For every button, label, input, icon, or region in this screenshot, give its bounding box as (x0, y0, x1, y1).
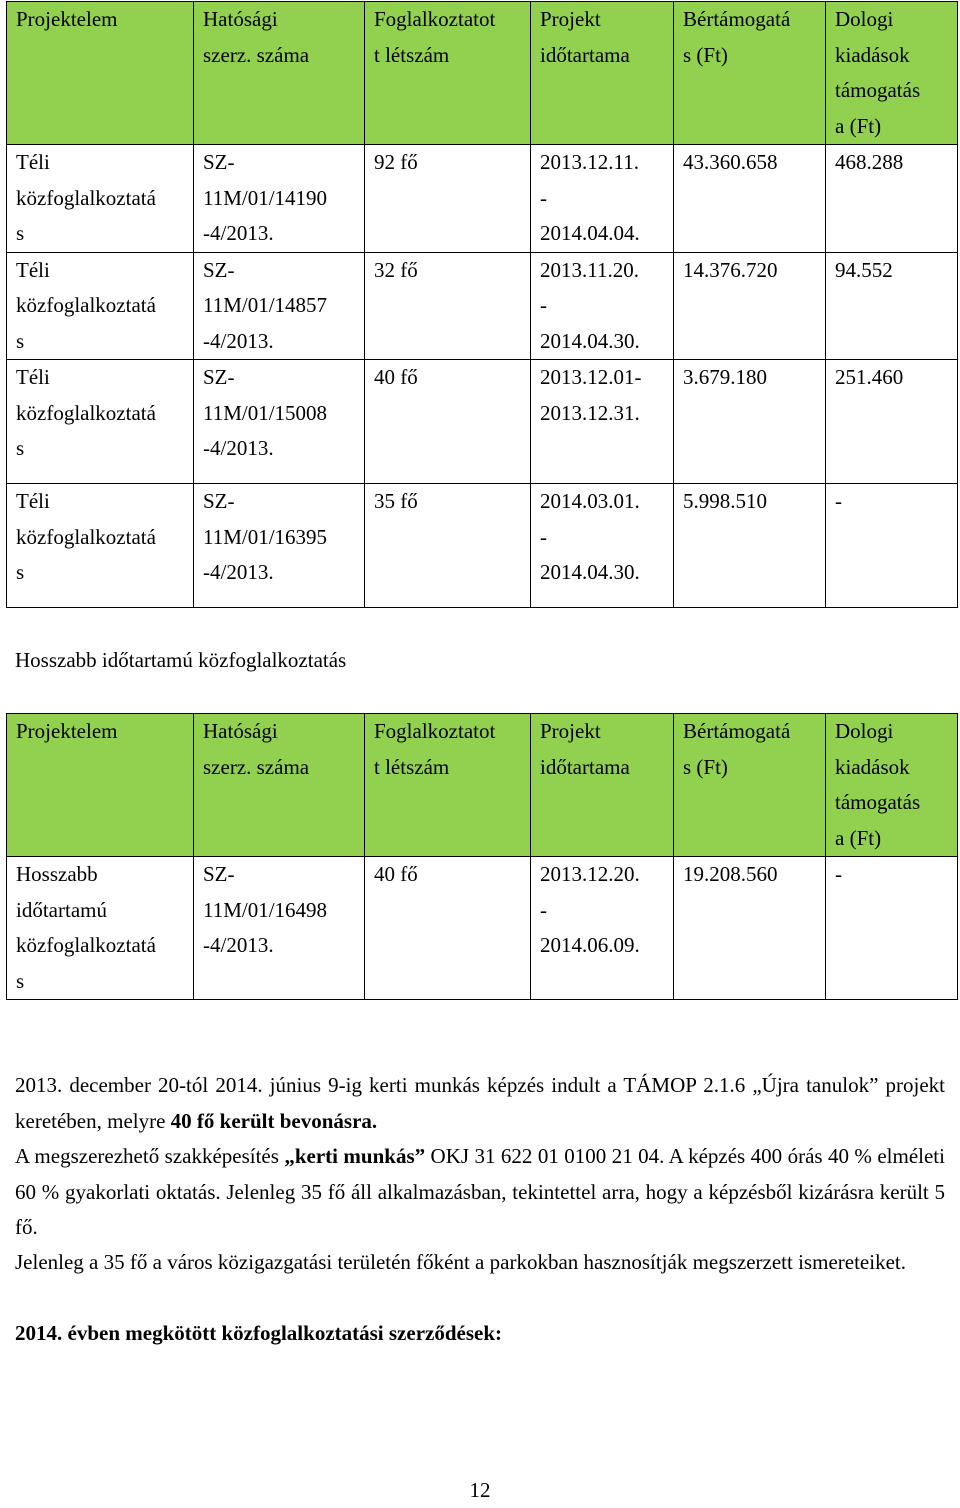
cell-line: 19.208.560 (683, 862, 778, 886)
cell-line: Dologi (835, 719, 894, 743)
cell-material-support (826, 252, 958, 360)
header-headcount (365, 2, 531, 145)
cell-line: 5.998.510 (683, 489, 767, 513)
cell-line: 2013.12.11. (540, 150, 639, 174)
cell-line: 40 fő (374, 862, 418, 886)
cell-permit-number (194, 484, 365, 608)
cell-line: 251.460 (835, 365, 904, 389)
cell-line: s (16, 968, 25, 993)
cell-line: Bértámogatá (683, 719, 791, 743)
paragraph-training (15, 1068, 945, 1139)
cell-line: 2014.04.30. (540, 328, 640, 353)
cell-project-duration (531, 360, 674, 484)
cell-line: 2013.12.01- (540, 365, 642, 389)
cell-line: s (Ft) (683, 754, 728, 779)
employment-table-winter-body (7, 2, 958, 608)
employment-table-long-term (6, 713, 958, 1000)
cell-project-duration (531, 252, 674, 360)
cell-line: SZ- (203, 150, 235, 174)
cell-line: Téli (16, 257, 50, 282)
cell-line: - (835, 862, 842, 886)
table-header-row (7, 2, 958, 145)
header-wage-support (674, 714, 826, 857)
cell-headcount (365, 857, 531, 1000)
header-permit-number (194, 2, 365, 145)
cell-line: 3.679.180 (683, 365, 767, 389)
header-project-duration (531, 714, 674, 857)
cell-line: támogatás (835, 790, 921, 814)
cell-line: Projekt (540, 7, 601, 31)
cell-line: Hatósági (203, 7, 278, 31)
cell-headcount (365, 145, 531, 253)
cell-line: - (540, 897, 547, 922)
cell-line: s (16, 436, 25, 460)
cell-line: közfoglalkoztatá (16, 293, 156, 317)
cell-line: 2013.12.20. (540, 862, 640, 886)
cell-line: 11M/01/16498 (203, 897, 328, 922)
cell-wage-support (674, 484, 826, 608)
cell-line: időtartama (540, 754, 630, 779)
cell-line: Hosszabb (16, 862, 98, 886)
cell-line: Téli (16, 489, 50, 513)
cell-line: közfoglalkoztatá (16, 524, 156, 549)
paragraph-training-bold: 40 fő került bevonásra. (170, 1108, 378, 1133)
cell-permit-number (194, 145, 365, 253)
cell-line: - (540, 524, 547, 549)
paragraph-qualification-bold: „kerti munkás” (284, 1144, 426, 1168)
table-row (7, 252, 958, 360)
page-number: 12 (469, 1478, 491, 1502)
cell-headcount (365, 484, 531, 608)
header-project-duration (531, 2, 674, 145)
cell-headcount (365, 360, 531, 484)
cell-line: -4/2013. (203, 933, 274, 957)
header-permit-number (194, 714, 365, 857)
cell-line: SZ- (203, 862, 235, 886)
cell-line: SZ- (203, 365, 235, 389)
cell-wage-support (674, 857, 826, 1000)
cell-line: időtartamú (16, 897, 107, 922)
cell-line: a (Ft) (835, 825, 882, 850)
cell-permit-number (194, 252, 365, 360)
header-project-element (7, 714, 194, 857)
employment-table-long-term-body (7, 714, 958, 1000)
cell-wage-support (674, 145, 826, 253)
cell-line: kiadások (835, 754, 910, 779)
cell-project-element (7, 252, 194, 360)
paragraph-training-text: 2013. december 20-tól 2014. június 9-ig kerti munkás képzés indult a TÁMOP 2.1.6 „Újra tanulok” projekt keretében, melyre (15, 1073, 945, 1133)
cell-line: -4/2013. (203, 560, 274, 584)
cell-line: 2014.06.09. (540, 933, 640, 957)
paragraph-qualification-text-b: OKJ 31 622 01 0100 21 04. A képzés 400 órás 40 % elméleti 60 % gyakorlati oktatás. Jelenleg 35 fő áll alkalmazásban, tekintettel arra, hogy a képzésből kizárásra került 5 fő. (15, 1144, 945, 1239)
header-material-support (826, 2, 958, 145)
cell-line: SZ- (203, 257, 235, 282)
cell-line: Foglalkoztatot (374, 7, 496, 31)
table-row (7, 484, 958, 608)
header-project-element (7, 2, 194, 145)
cell-line: Projekt (540, 719, 601, 743)
cell-line: s (16, 221, 25, 245)
cell-material-support (826, 360, 958, 484)
table-header-row (7, 714, 958, 857)
paragraph-current-use: Jelenleg a 35 fő a város közigazgatási területén főként a parkokban hasznosítják megszerzett ismereteiket. (15, 1250, 906, 1274)
cell-line: 43.360.658 (683, 150, 778, 174)
cell-material-support (826, 145, 958, 253)
header-material-support (826, 714, 958, 857)
cell-line: szerz. száma (203, 42, 310, 67)
paragraph-contracts-heading: 2014. évben megkötött közfoglalkoztatási szerződések: (15, 1321, 502, 1345)
cell-material-support (826, 857, 958, 1000)
cell-line: -4/2013. (203, 436, 274, 460)
cell-wage-support (674, 252, 826, 360)
cell-permit-number (194, 360, 365, 484)
cell-project-duration (531, 857, 674, 1000)
cell-line: 32 fő (374, 257, 418, 282)
cell-line: Projektelem (16, 7, 118, 31)
cell-line: a (Ft) (835, 113, 882, 138)
cell-project-element (7, 360, 194, 484)
header-headcount (365, 714, 531, 857)
cell-line: - (835, 489, 842, 513)
cell-line: közfoglalkoztatá (16, 933, 156, 957)
cell-wage-support (674, 360, 826, 484)
cell-line: t létszám (374, 42, 450, 67)
table-row (7, 857, 958, 1000)
cell-line: 2014.04.30. (540, 560, 640, 584)
paragraph-qualification (15, 1139, 945, 1246)
cell-line: közfoglalkoztatá (16, 400, 156, 425)
table-row (7, 360, 958, 484)
cell-line: 35 fő (374, 489, 418, 513)
cell-line: 468.288 (835, 150, 904, 174)
cell-line: Hatósági (203, 719, 278, 743)
cell-line: -4/2013. (203, 328, 274, 353)
cell-line: 2014.03.01. (540, 489, 640, 513)
cell-line: 14.376.720 (683, 257, 778, 282)
cell-line: 2013.12.31. (540, 400, 640, 425)
table-row (7, 145, 958, 253)
cell-project-duration (531, 145, 674, 253)
cell-line: 92 fő (374, 150, 418, 174)
cell-line: 2014.04.04. (540, 221, 640, 245)
cell-project-element (7, 484, 194, 608)
cell-line: 94.552 (835, 257, 893, 282)
cell-project-element (7, 145, 194, 253)
cell-line: - (540, 185, 547, 210)
cell-line: 11M/01/15008 (203, 400, 328, 425)
cell-line: támogatás (835, 78, 921, 102)
cell-line: SZ- (203, 489, 235, 513)
cell-line: kiadások (835, 42, 910, 67)
cell-line: 11M/01/16395 (203, 524, 328, 549)
cell-project-duration (531, 484, 674, 608)
cell-line: közfoglalkoztatá (16, 185, 156, 210)
cell-line: Téli (16, 365, 50, 389)
cell-line: -4/2013. (203, 221, 274, 245)
cell-line: 11M/01/14857 (203, 293, 328, 317)
cell-line: Téli (16, 150, 50, 174)
cell-project-element (7, 857, 194, 1000)
cell-line: szerz. száma (203, 754, 310, 779)
header-wage-support (674, 2, 826, 145)
cell-line: s (Ft) (683, 42, 728, 67)
cell-material-support (826, 484, 958, 608)
cell-line: Bértámogatá (683, 7, 791, 31)
cell-line: 40 fő (374, 365, 418, 389)
cell-line: 2013.11.20. (540, 257, 639, 282)
cell-line: Foglalkoztatot (374, 719, 496, 743)
employment-table-winter (6, 1, 958, 608)
cell-headcount (365, 252, 531, 360)
section-title: Hosszabb időtartamú közfoglalkoztatás (15, 648, 347, 672)
cell-line: időtartama (540, 42, 630, 67)
cell-line: 11M/01/14190 (203, 185, 328, 210)
cell-line: Projektelem (16, 719, 118, 743)
cell-permit-number (194, 857, 365, 1000)
cell-line: s (16, 560, 25, 584)
cell-line: - (540, 293, 547, 317)
cell-line: Dologi (835, 7, 894, 31)
paragraph-qualification-text-a: A megszerezhető szakképesítés (15, 1144, 285, 1168)
cell-line: t létszám (374, 754, 450, 779)
cell-line: s (16, 328, 25, 353)
